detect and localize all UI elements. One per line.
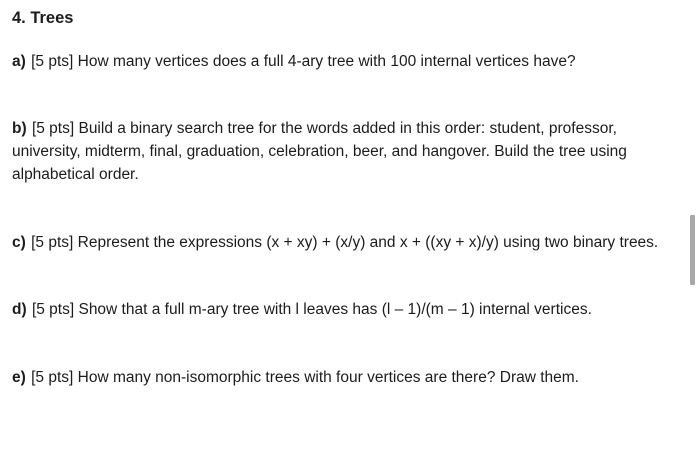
problem-e-label: e) — [12, 369, 26, 386]
problem-e-text: [5 pts] How many non-isomorphic trees with four vertices are there? Draw them. — [31, 369, 579, 386]
problem-e-line — [12, 366, 579, 389]
problem-a — [12, 50, 576, 73]
problem-c-label: c) — [12, 234, 26, 251]
problem-c-line — [12, 231, 658, 254]
problem-b-line: university, midterm, final, graduation, celebration, beer, and hangover. Build the tree using — [12, 143, 627, 160]
problem-a-text: [5 pts] How many vertices does a full 4-ary tree with 100 internal vertices have? — [31, 53, 576, 70]
problem-b-line — [12, 117, 627, 140]
problem-b-line: alphabetical order. — [12, 166, 139, 183]
problem-b-text: [5 pts] Build a binary search tree for the words added in this order: student, professor, — [31, 120, 617, 137]
scrollbar-thumb[interactable] — [690, 215, 695, 285]
problem-d-line — [12, 298, 592, 321]
problem-d-label: d) — [12, 301, 27, 318]
page-title: 4. Trees — [12, 9, 74, 27]
problem-d — [12, 298, 592, 321]
problem-c-text: [5 pts] Represent the expressions (x + xy) + (x/y) and x + ((xy + x)/y) using two binary trees. — [31, 234, 659, 251]
problem-d-text: [5 pts] Show that a full m-ary tree with l leaves has (l – 1)/(m – 1) internal vertices. — [31, 301, 592, 318]
problem-e — [12, 366, 579, 389]
problem-c — [12, 231, 658, 254]
problem-b — [12, 117, 627, 186]
problem-a-label: a) — [12, 53, 26, 70]
problem-a-line — [12, 50, 576, 73]
problem-b-label: b) — [12, 120, 27, 137]
